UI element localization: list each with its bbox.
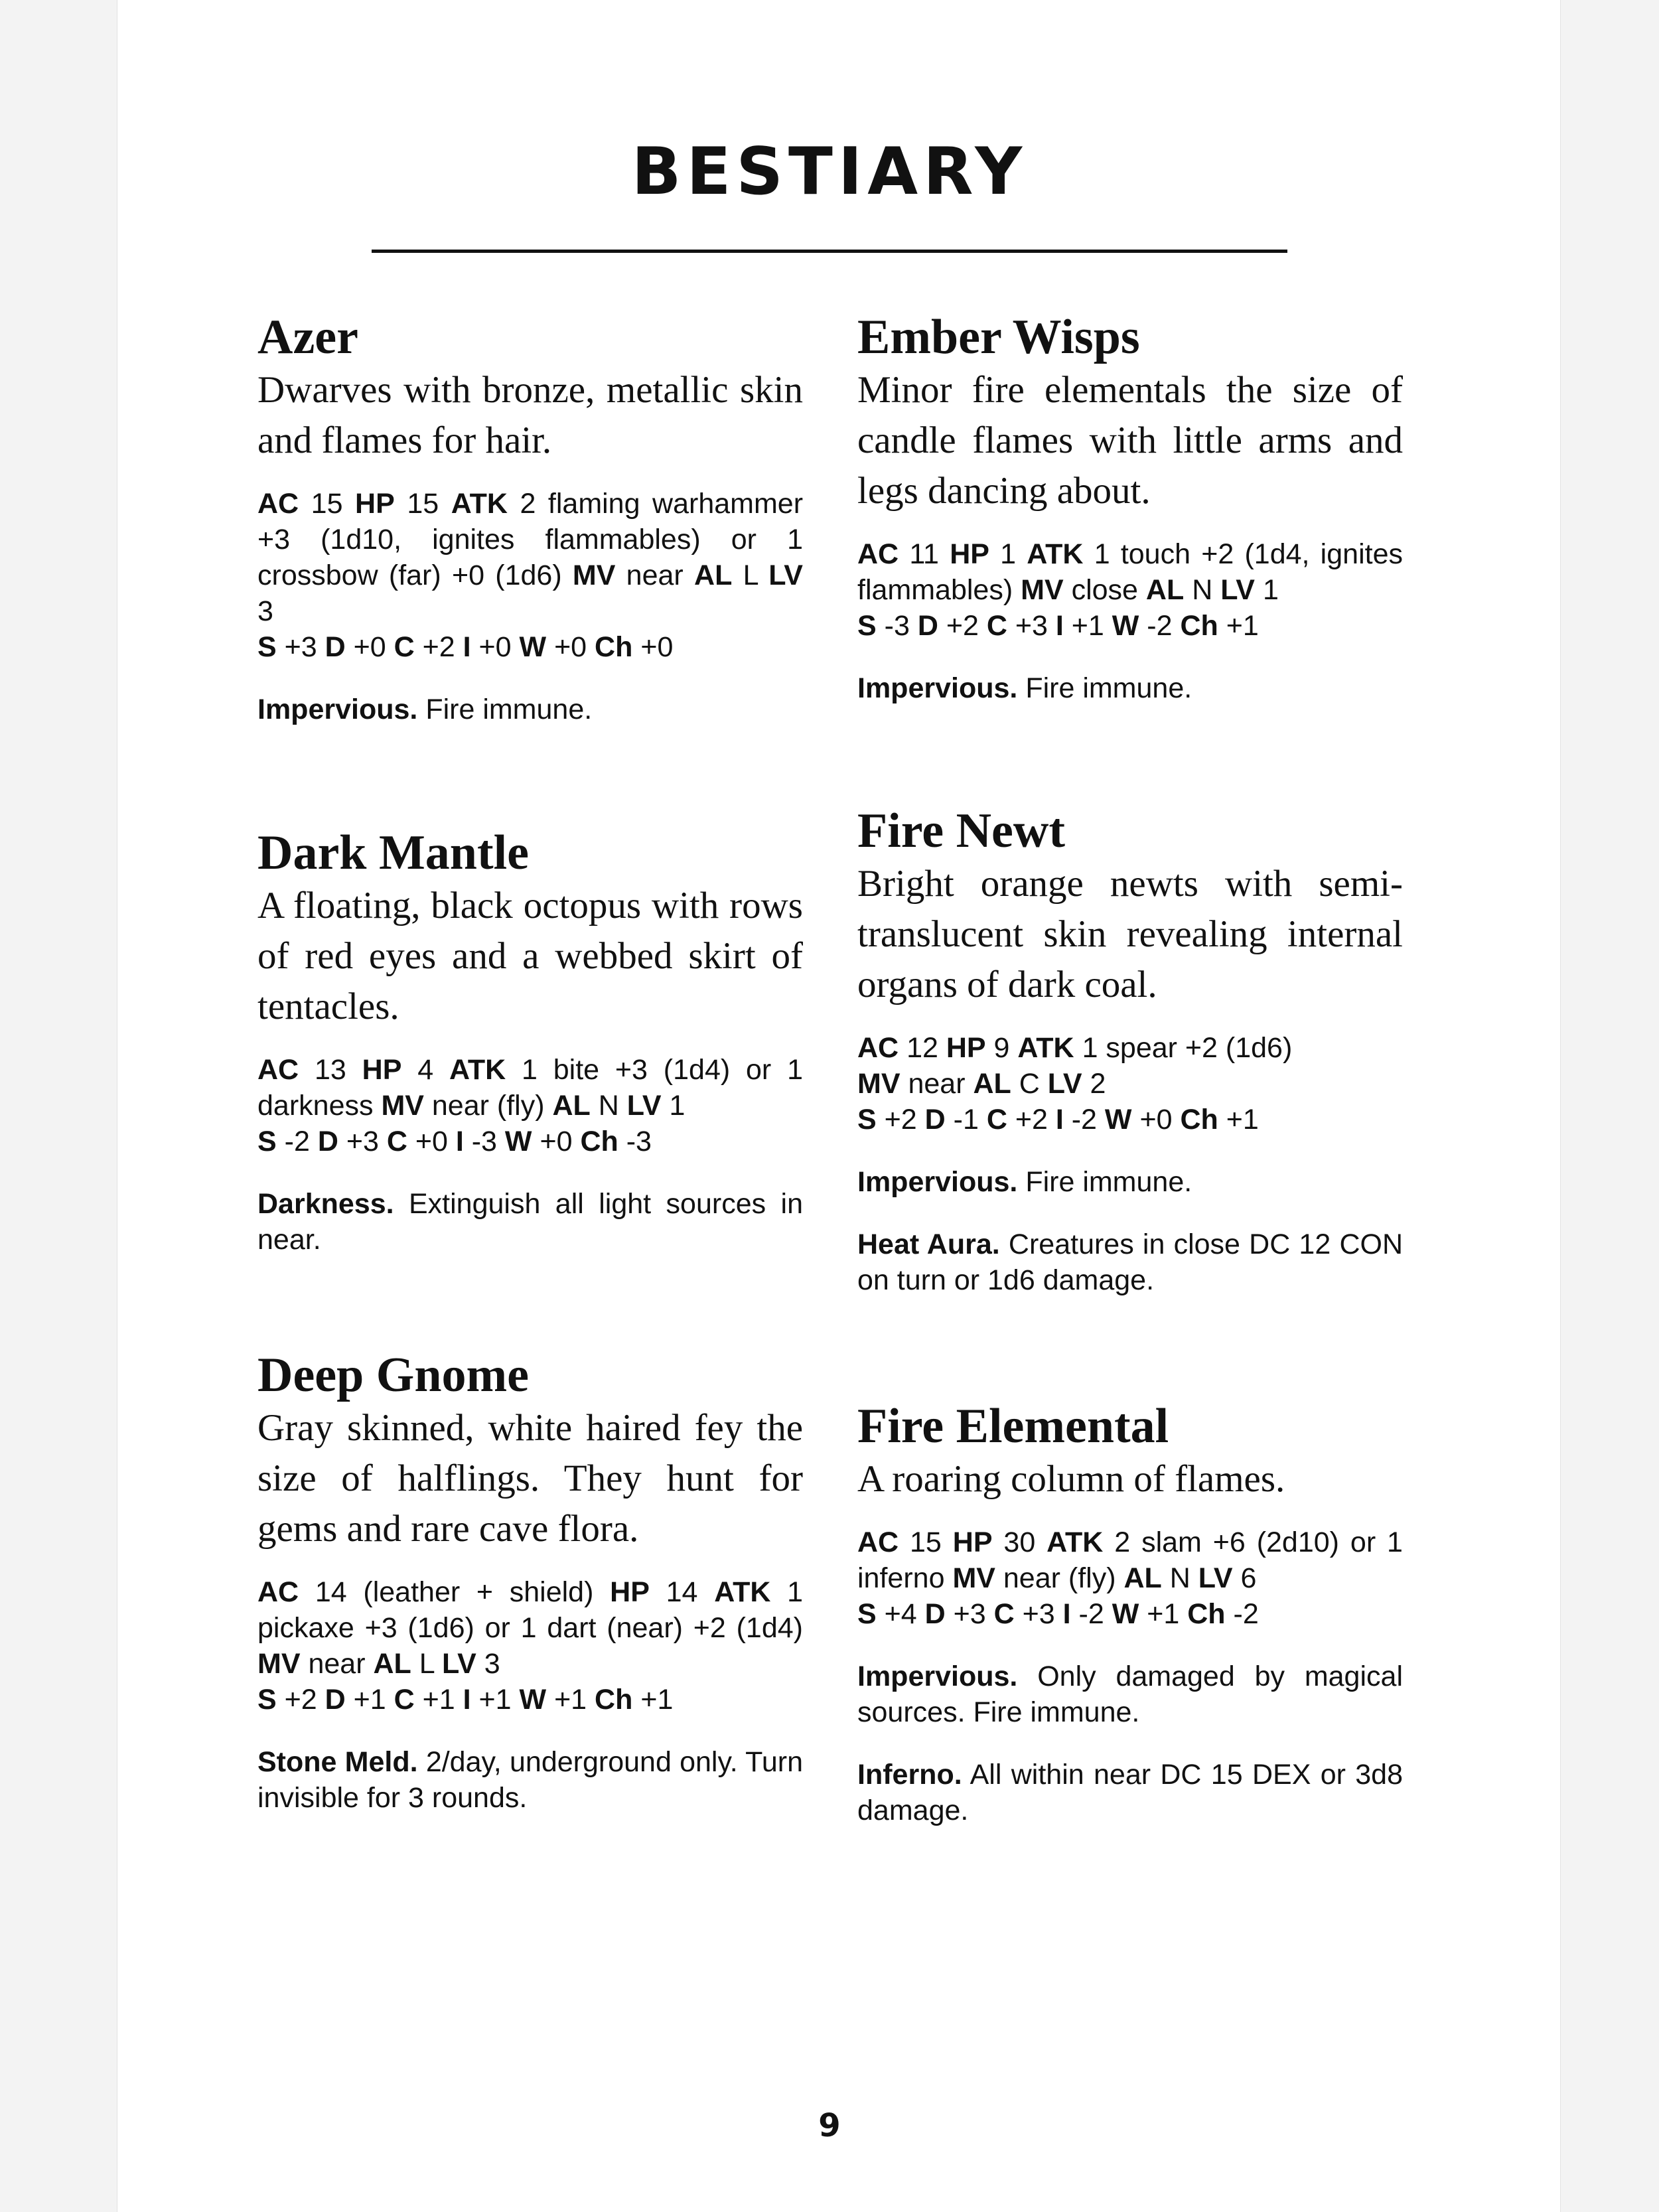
monster-trait: Inferno. All within near DC 15 DEX or 3d8 damage.: [857, 1759, 1403, 1826]
monster-description: Minor fire elementals the size of candle flames with little arms and legs dancing about.: [857, 369, 1403, 512]
monster-trait: Stone Meld. 2/day, underground only. Turn invisible for 3 rounds.: [257, 1746, 803, 1814]
title-divider: [372, 250, 1287, 253]
monster-entry-fire-elemental: [857, 1398, 1403, 1828]
stat-block: AC 15 HP 30 ATK 2 slam +6 (2d10) or 1 inferno MV near (fly) AL N LV 6 S +4 D +3 C +3 I -2 W +1 Ch -2: [857, 1526, 1403, 1630]
stat-block: AC 14 (leather + shield) HP 14 ATK 1 pickaxe +3 (1d6) or 1 dart (near) +2 (1d4) MV near AL L LV 3 S +2 D +1 C +1 I +1 W +1 Ch +1: [257, 1576, 804, 1716]
page-title: BESTIARY: [631, 134, 1028, 210]
monster-description: Dwarves with bronze, metallic skin and flames for hair.: [257, 369, 803, 461]
monster-name: Ember Wisps: [857, 310, 1140, 364]
monster-name: Fire Newt: [857, 804, 1065, 858]
monster-trait: Darkness. Extinguish all light sources in near.: [257, 1188, 803, 1256]
stat-block: AC 11 HP 1 ATK 1 touch +2 (1d4, ignites flammables) MV close AL N LV 1 S -3 D +2 C +3 I +1 W -2 Ch +1: [857, 538, 1403, 642]
monster-description: Gray skinned, white haired fey the size of halflings. They hunt for gems and rare cave flora.: [257, 1407, 803, 1550]
monster-description: A floating, black octopus with rows of red eyes and a webbed skirt of tentacles.: [257, 885, 803, 1027]
monster-trait: Impervious. Only damaged by magical sources. Fire immune.: [857, 1660, 1403, 1728]
monster-entry-ember-wisps: [857, 309, 1403, 706]
monster-trait: Heat Aura. Creatures in close DC 12 CON on turn or 1d6 damage.: [857, 1228, 1404, 1296]
monster-trait: Impervious. Fire immune.: [257, 694, 593, 725]
monster-entry-azer: [257, 309, 803, 727]
monster-description: A roaring column of flames.: [857, 1458, 1285, 1500]
monster-trait: Impervious. Fire immune.: [857, 672, 1192, 704]
page-number: 9: [818, 2107, 841, 2144]
monster-name: Fire Elemental: [857, 1399, 1169, 1453]
monster-entry-dark-mantle: [257, 825, 803, 1258]
monster-name: Dark Mantle: [257, 826, 529, 880]
monster-trait: Impervious. Fire immune.: [857, 1166, 1192, 1198]
monster-name: Azer: [257, 310, 358, 364]
stat-block: AC 13 HP 4 ATK 1 bite +3 (1d4) or 1 darkness MV near (fly) AL N LV 1 S -2 D +3 C +0 I -3 W +0 Ch -3: [257, 1054, 803, 1157]
monster-entry-fire-newt: [857, 803, 1403, 1298]
stat-block: AC 12 HP 9 ATK 1 spear +2 (1d6) MV near AL C LV 2 S +2 D -1 C +2 I -2 W +0 Ch +1: [857, 1032, 1293, 1136]
stat-block: AC 15 HP 15 ATK 2 flaming warhammer +3 (1d10, ignites flammables) or 1 crossbow (far) +0 (1d6) MV near AL L LV 3 S +3 D +0 C +2 I +0 W +0 Ch +0: [257, 488, 804, 663]
monster-name: Deep Gnome: [257, 1348, 529, 1402]
monster-description: Bright orange newts with semi-translucent skin revealing internal organs of dark coal.: [857, 863, 1403, 1005]
monster-entry-deep-gnome: [257, 1347, 803, 1816]
